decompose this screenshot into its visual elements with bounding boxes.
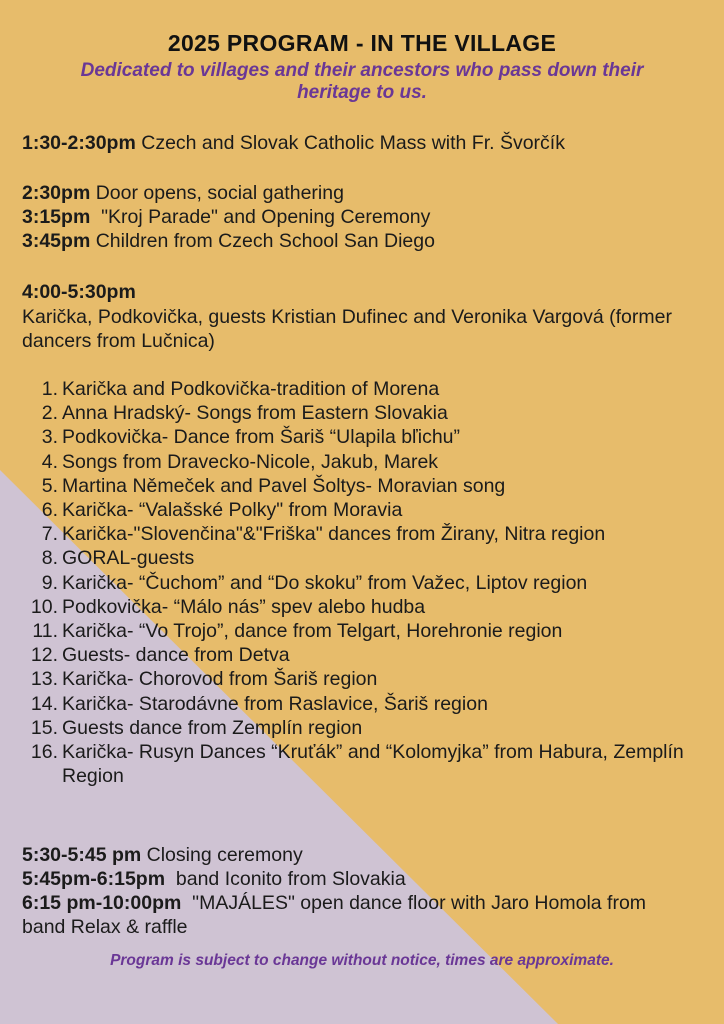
list-item: 8. GORAL-guests	[41, 547, 195, 570]
schedule-time: 5:30-5:45 pm	[22, 844, 142, 866]
list-item: 14. Karička- Starodávne from Raslavice, Šariš region	[30, 692, 488, 715]
schedule-item-mass	[22, 131, 565, 155]
list-item: 13. Karička- Chorovod from Šariš region	[30, 668, 378, 691]
list-item: 3. Podkovička- Dance from Šariš “Ulapila bľichu”	[41, 426, 460, 449]
page-subtitle: Dedicated to villages and their ancestors who pass down their heritage to us.	[80, 60, 644, 103]
acts-list	[0, 377, 724, 788]
schedule-item-door-opens	[22, 181, 344, 205]
schedule-text: Czech and Slovak Catholic Mass with Fr. Švorčík	[135, 132, 565, 154]
performance-time: 4:00-5:30pm	[22, 281, 136, 303]
schedule-text: Children from Czech School San Diego	[90, 230, 435, 252]
schedule-text: "MAJÁLES" open dance floor with Jaro Homola from band Relax & raffle	[22, 892, 652, 938]
schedule-time: 1:30-2:30pm	[22, 132, 136, 154]
schedule-item-closing	[22, 843, 303, 867]
list-item: 5. Martina Němeček and Pavel Šoltys- Moravian song	[41, 474, 506, 497]
schedule-text: "Kroj Parade" and Opening Ceremony	[90, 206, 431, 228]
list-item: 1. Karička and Podkovička-tradition of Morena	[41, 378, 440, 400]
list-item: 16. Karička- Rusyn Dances “Kruťák” and “Kolomyjka” from Habura, Zemplín Region	[30, 741, 684, 788]
list-item: 12. Guests- dance from Detva	[30, 644, 290, 667]
schedule-text: band Iconito from Slovakia	[165, 868, 406, 890]
performance-description: Karička, Podkovička, guests Kristian Dufinec and Veronika Vargová (former dancers from Lučnica)	[22, 306, 672, 352]
list-item: 4. Songs from Dravecko-Nicole, Jakub, Marek	[41, 450, 439, 473]
schedule-item-band	[22, 867, 406, 891]
schedule-time: 2:30pm	[22, 182, 91, 204]
schedule-time: 3:45pm	[22, 230, 91, 252]
schedule-item-majales	[22, 891, 662, 939]
schedule-item-kroj-parade	[22, 205, 430, 229]
schedule-item-children	[22, 229, 435, 253]
schedule-time: 3:15pm	[22, 206, 91, 228]
list-item: 15. Guests dance from Zemplín region	[30, 716, 363, 739]
schedule-text: Door opens, social gathering	[90, 182, 344, 204]
list-item: 10. Podkovička- “Málo nás” spev alebo hudba	[30, 595, 426, 618]
list-item: 11. Karička- “Vo Trojo”, dance from Telgart, Horehronie region	[32, 620, 563, 643]
page-title: 2025 PROGRAM - IN THE VILLAGE	[167, 30, 557, 56]
list-item: 9. Karička- “Čuchom” and “Do skoku” from Važec, Liptov region	[41, 571, 588, 594]
schedule-text: Closing ceremony	[141, 844, 303, 866]
schedule-time: 5:45pm-6:15pm	[22, 868, 166, 890]
disclaimer-footer: Program is subject to change without notice, times are approximate.	[110, 952, 614, 969]
list-item: 2. Anna Hradský- Songs from Eastern Slovakia	[41, 402, 448, 425]
schedule-time: 6:15 pm-10:00pm	[22, 892, 182, 914]
list-item: 7. Karička-"Slovenčina"&"Friška" dances from Žirany, Nitra region	[41, 523, 606, 546]
list-item: 6. Karička- “Valašské Polky" from Moravia	[41, 499, 403, 522]
